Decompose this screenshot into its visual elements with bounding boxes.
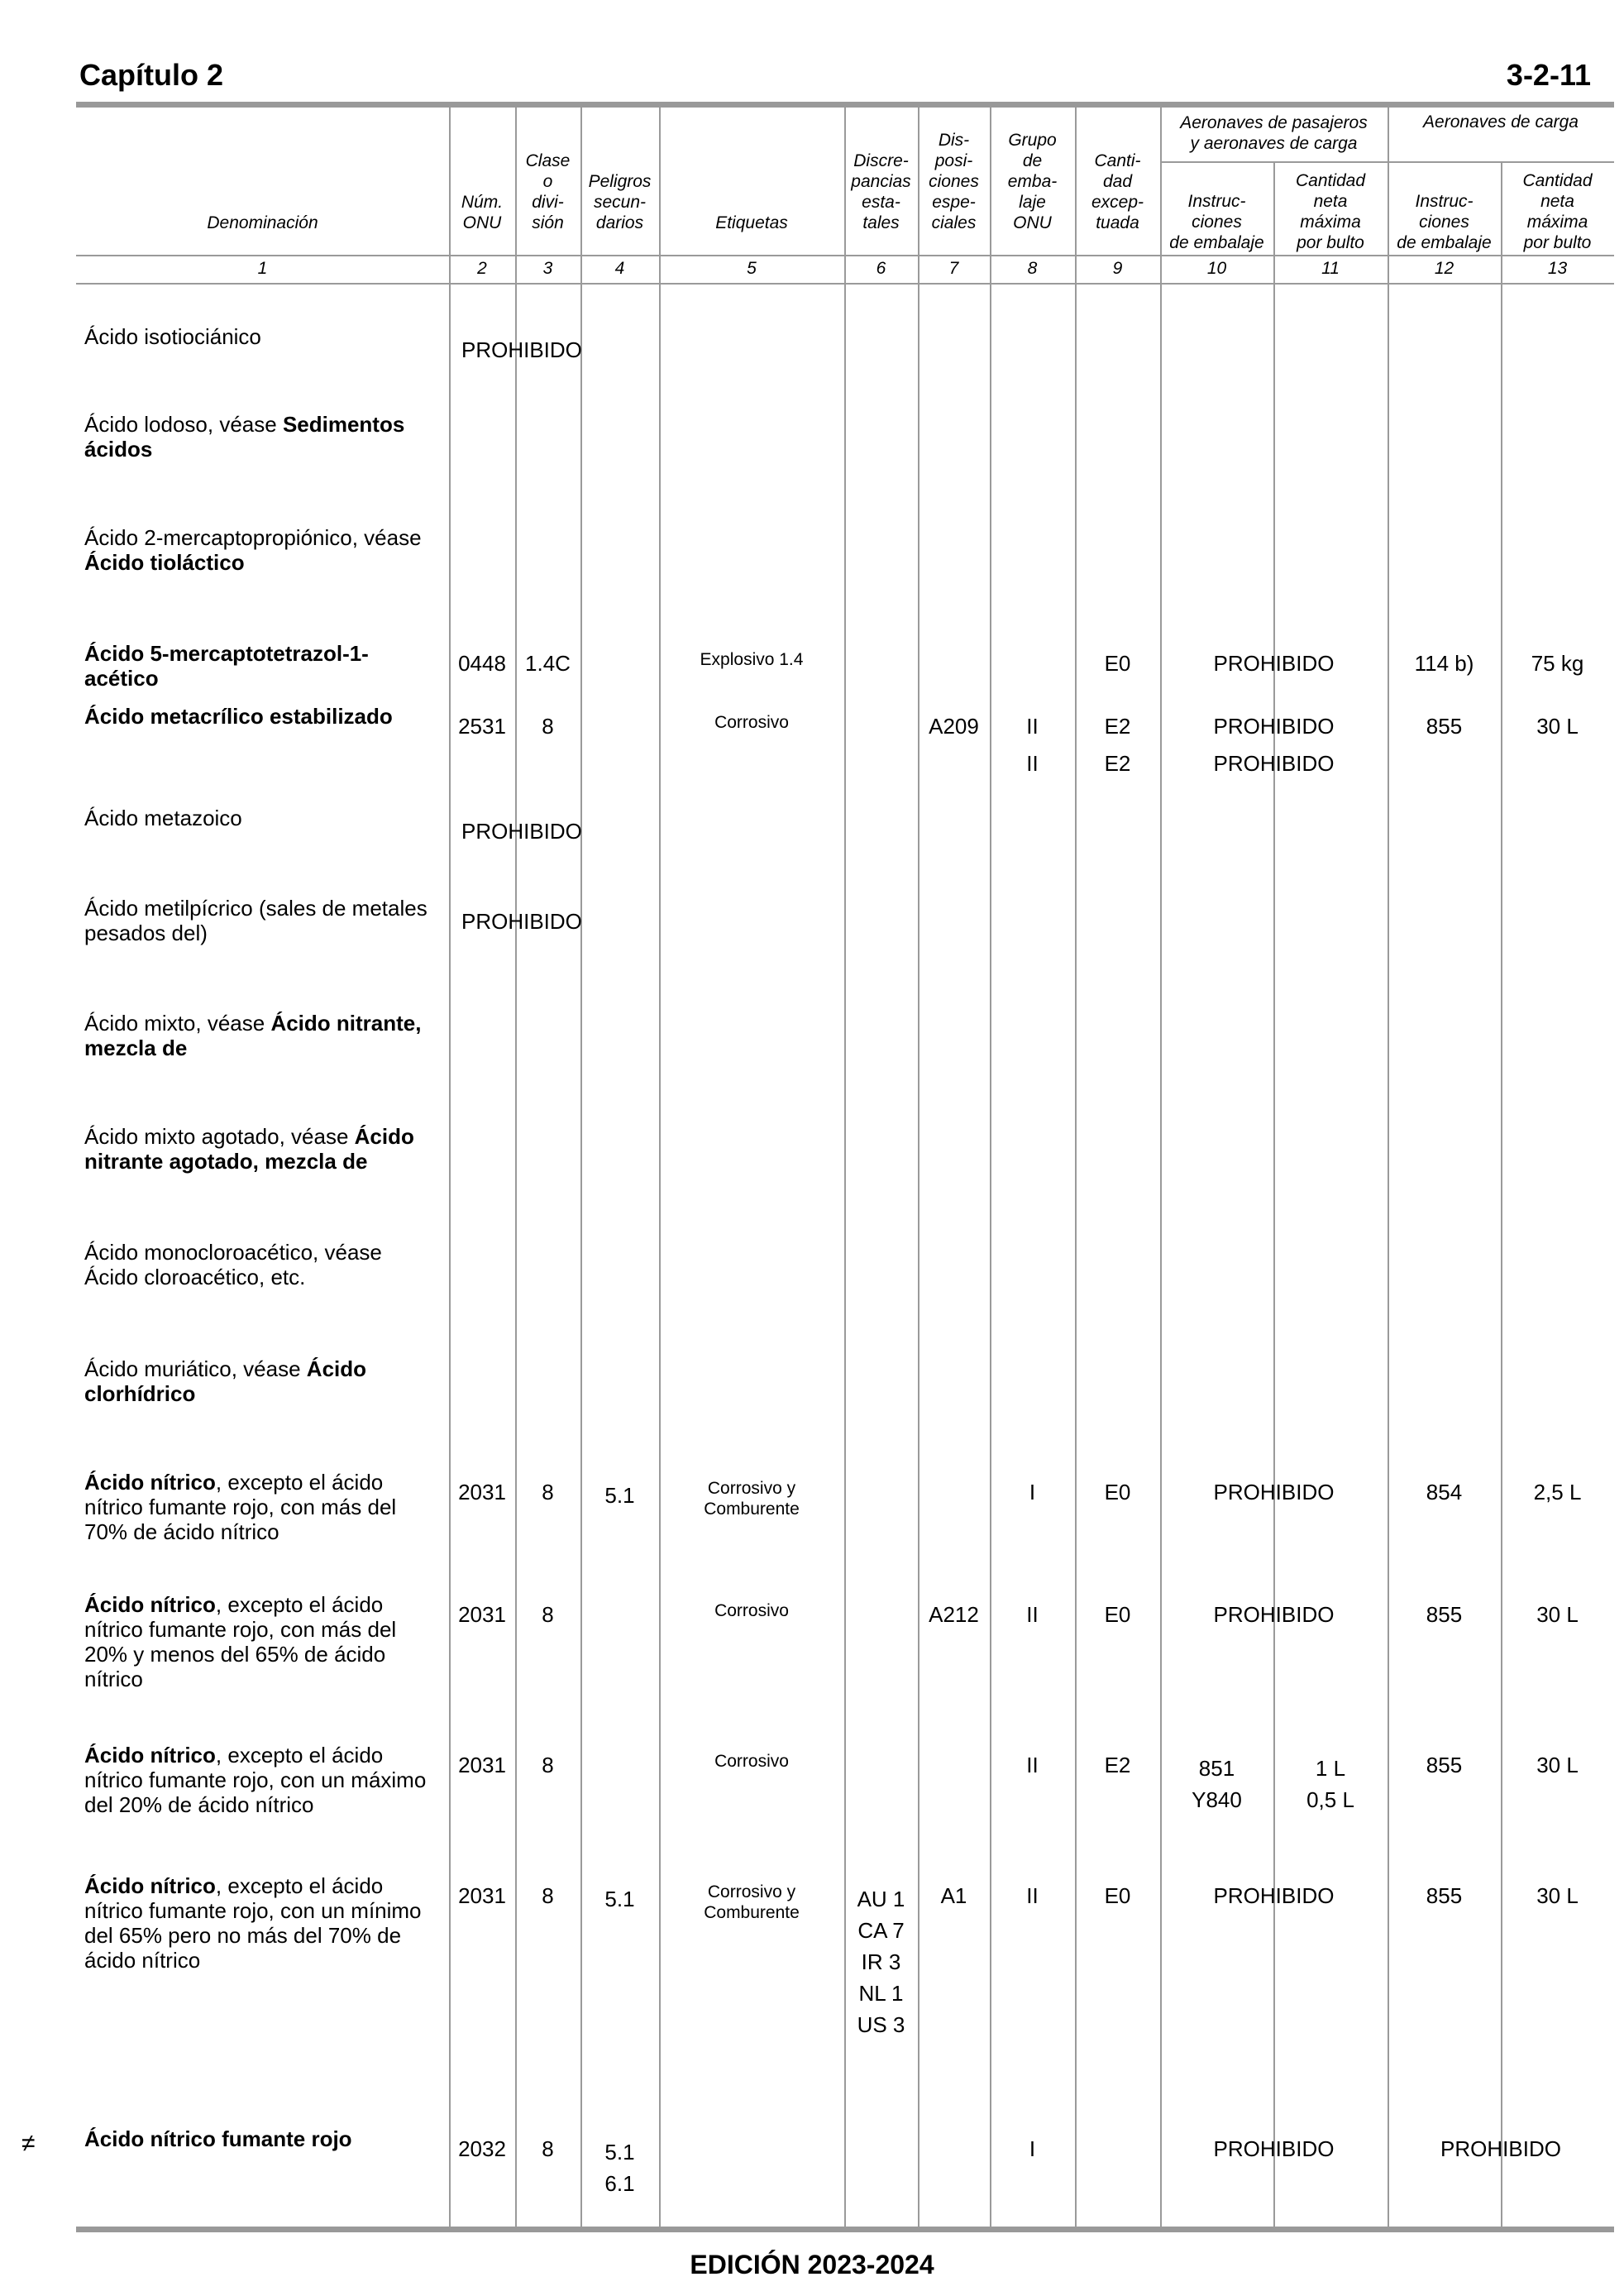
column-number: 12 bbox=[1434, 259, 1454, 278]
row-prohibido: PROHIBIDO bbox=[461, 819, 582, 844]
row-denominacion: Ácido nítrico, excepto el ácido nítrico fumante rojo, con un máximo del 20% de ácido nítrico bbox=[84, 1743, 427, 1817]
column-divider bbox=[515, 108, 517, 2227]
row-denominacion: Ácido nítrico, excepto el ácido nítrico fumante rojo, con más del 70% de ácido nítrico bbox=[84, 1470, 397, 1544]
row-etiquetas: Corrosivo bbox=[714, 713, 789, 732]
row-grupo: II bbox=[1026, 1602, 1039, 1627]
row-carga-cantidad: 30 L bbox=[1536, 1883, 1579, 1908]
column-number: 5 bbox=[747, 259, 757, 278]
row-onu: 2531 bbox=[458, 714, 506, 739]
column-header-10: Instruc- ciones de embalaje bbox=[1169, 192, 1264, 252]
row-clase: 8 bbox=[542, 1480, 554, 1504]
row-denominacion: Ácido metazoico bbox=[84, 806, 242, 830]
row-pasajeros-prohibido: PROHIBIDO bbox=[1213, 714, 1335, 739]
column-divider bbox=[1160, 108, 1162, 2227]
row-cantidad-exceptuada: E0 bbox=[1104, 1883, 1131, 1908]
row-cantidad-exceptuada: E2 bbox=[1104, 714, 1131, 739]
row-denominacion: Ácido metilpícrico (sales de metales pesados del) bbox=[84, 896, 427, 945]
row-cantidad-exceptuada: E0 bbox=[1104, 1602, 1131, 1627]
page-number: 3-2-11 bbox=[1506, 58, 1591, 92]
column-divider bbox=[1388, 108, 1389, 2227]
row-pasajeros-cantidad: 1 L 0,5 L bbox=[1306, 1756, 1354, 1812]
row-denominacion: Ácido 5-mercaptotetrazol-1-acético bbox=[84, 641, 369, 691]
column-number: 8 bbox=[1027, 259, 1038, 278]
column-number: 4 bbox=[614, 259, 625, 278]
column-header-11: Cantidad neta máxima por bulto bbox=[1295, 171, 1366, 252]
change-mark: ≠ bbox=[21, 2130, 36, 2157]
row-carga-prohibido: PROHIBIDO bbox=[1440, 2136, 1561, 2161]
row-carga-instrucciones: 855 bbox=[1426, 1883, 1463, 1908]
column-header-13: Cantidad neta máxima por bulto bbox=[1522, 171, 1593, 252]
column-number: 2 bbox=[477, 259, 487, 278]
row-etiquetas: Explosivo 1.4 bbox=[700, 650, 804, 669]
row-grupo: II bbox=[1026, 1753, 1039, 1777]
group-divider bbox=[1160, 161, 1614, 163]
row-pasajeros-prohibido-2: PROHIBIDO bbox=[1213, 751, 1335, 776]
column-header-4: Peligros secun- darios bbox=[588, 172, 652, 232]
column-number: 1 bbox=[257, 259, 268, 278]
row-carga-cantidad: 30 L bbox=[1536, 1602, 1579, 1627]
row-carga-cantidad: 2,5 L bbox=[1533, 1480, 1582, 1504]
column-header-2: Núm. ONU bbox=[461, 193, 504, 232]
row-onu: 0448 bbox=[458, 651, 506, 676]
row-carga-instrucciones: 854 bbox=[1426, 1480, 1463, 1504]
row-carga-instrucciones: 855 bbox=[1426, 1602, 1463, 1627]
column-number: 3 bbox=[542, 259, 553, 278]
column-number: 11 bbox=[1321, 259, 1340, 278]
column-divider bbox=[990, 108, 991, 2227]
row-peligros-secundarios: 5.1 6.1 bbox=[604, 2140, 635, 2196]
row-clase: 8 bbox=[542, 2136, 554, 2161]
row-cantidad-exceptuada-2: E2 bbox=[1104, 751, 1131, 776]
column-header-3: Clase o divi- sión bbox=[525, 151, 571, 232]
header-bottom-line bbox=[76, 255, 1614, 256]
row-onu: 2032 bbox=[458, 2136, 506, 2161]
row-discrepancias: AU 1 CA 7 IR 3 NL 1 US 3 bbox=[857, 1887, 905, 2037]
edition-footer: EDICIÓN 2023-2024 bbox=[690, 2250, 934, 2279]
column-header-6: Discre- pancias esta- tales bbox=[851, 151, 911, 232]
top-rule bbox=[76, 102, 1614, 108]
row-denominacion: Ácido lodoso, véase Sedimentos ácidos bbox=[84, 412, 405, 462]
chapter-title: Capítulo 2 bbox=[79, 58, 224, 92]
row-grupo: I bbox=[1029, 2136, 1036, 2161]
row-onu: 2031 bbox=[458, 1883, 506, 1908]
row-carga-instrucciones: 855 bbox=[1426, 1753, 1463, 1777]
group-header-passenger: Aeronaves de pasajeros y aeronaves de carga bbox=[1180, 113, 1368, 153]
row-carga-instrucciones: 114 b) bbox=[1414, 651, 1474, 676]
row-denominacion: Ácido monocloroacético, véase Ácido cloroacético, etc. bbox=[84, 1240, 382, 1289]
row-pasajeros-prohibido: PROHIBIDO bbox=[1213, 651, 1335, 676]
row-cantidad-exceptuada: E2 bbox=[1104, 1753, 1131, 1777]
bottom-rule bbox=[76, 2227, 1614, 2232]
column-header-1: Denominación bbox=[207, 213, 318, 232]
column-divider bbox=[918, 108, 919, 2227]
column-divider bbox=[449, 108, 451, 2227]
row-clase: 8 bbox=[542, 1753, 554, 1777]
row-carga-cantidad: 30 L bbox=[1536, 1753, 1579, 1777]
row-pasajeros-prohibido: PROHIBIDO bbox=[1213, 1480, 1335, 1504]
row-denominacion: Ácido nítrico, excepto el ácido nítrico fumante rojo, con un mínimo del 65% pero no más del 70% de ácido nítrico bbox=[84, 1873, 422, 1973]
row-grupo-2: II bbox=[1026, 751, 1039, 776]
row-pasajeros-prohibido: PROHIBIDO bbox=[1213, 2136, 1335, 2161]
row-disposiciones: A1 bbox=[940, 1883, 967, 1908]
column-divider bbox=[1075, 108, 1077, 2227]
row-onu: 2031 bbox=[458, 1602, 506, 1627]
row-denominacion: Ácido mixto, véase Ácido nitrante, mezcla de bbox=[84, 1011, 422, 1060]
row-pasajeros-prohibido: PROHIBIDO bbox=[1213, 1602, 1335, 1627]
row-disposiciones: A209 bbox=[929, 714, 979, 739]
row-cantidad-exceptuada: E0 bbox=[1104, 651, 1131, 676]
row-denominacion: Ácido isotiociánico bbox=[84, 324, 261, 349]
column-number: 6 bbox=[876, 259, 886, 278]
column-divider bbox=[1273, 161, 1275, 2227]
row-disposiciones: A212 bbox=[929, 1602, 979, 1627]
row-denominacion: Ácido nítrico, excepto el ácido nítrico fumante rojo, con más del 20% y menos del 65% de ácido nítrico bbox=[84, 1592, 397, 1691]
row-etiquetas: Corrosivo bbox=[714, 1601, 789, 1620]
row-prohibido: PROHIBIDO bbox=[461, 909, 582, 934]
row-denominacion: Ácido metacrílico estabilizado bbox=[84, 704, 393, 729]
row-grupo: II bbox=[1026, 714, 1039, 739]
row-etiquetas: Corrosivo bbox=[714, 1752, 789, 1771]
row-clase: 8 bbox=[542, 1602, 554, 1627]
row-clase: 1.4C bbox=[525, 651, 571, 676]
row-peligros-secundarios: 5.1 bbox=[604, 1887, 635, 1911]
row-carga-cantidad: 75 kg bbox=[1531, 651, 1584, 676]
row-pasajeros-instrucciones: 851 Y840 bbox=[1192, 1756, 1242, 1812]
row-grupo: II bbox=[1026, 1883, 1039, 1908]
row-onu: 2031 bbox=[458, 1753, 506, 1777]
column-header-12: Instruc- ciones de embalaje bbox=[1397, 192, 1492, 252]
column-number: 13 bbox=[1547, 259, 1568, 278]
row-etiquetas: Corrosivo y Comburente bbox=[704, 1479, 800, 1519]
row-grupo: I bbox=[1029, 1480, 1036, 1504]
column-header-5: Etiquetas bbox=[715, 213, 788, 232]
row-peligros-secundarios: 5.1 bbox=[604, 1483, 635, 1508]
row-etiquetas: Corrosivo y Comburente bbox=[704, 1882, 800, 1922]
row-denominacion: Ácido mixto agotado, véase Ácido nitrante agotado, mezcla de bbox=[84, 1124, 414, 1174]
column-number: 9 bbox=[1112, 259, 1123, 278]
column-header-7: Dis- posi- ciones espe- ciales bbox=[929, 131, 979, 232]
row-denominacion: Ácido 2-mercaptopropiónico, véase Ácido tioláctico bbox=[84, 525, 422, 575]
column-number: 10 bbox=[1206, 259, 1227, 278]
column-divider bbox=[1501, 161, 1502, 2227]
row-denominacion: Ácido nítrico fumante rojo bbox=[84, 2126, 352, 2151]
column-header-8: Grupo de emba- laje ONU bbox=[1007, 131, 1058, 232]
row-pasajeros-prohibido: PROHIBIDO bbox=[1213, 1883, 1335, 1908]
row-prohibido: PROHIBIDO bbox=[461, 337, 582, 362]
row-clase: 8 bbox=[542, 714, 554, 739]
row-denominacion: Ácido muriático, véase Ácido clorhídrico bbox=[84, 1356, 367, 1406]
column-number: 7 bbox=[948, 259, 959, 278]
row-clase: 8 bbox=[542, 1883, 554, 1908]
group-header-cargo: Aeronaves de carga bbox=[1423, 112, 1579, 132]
row-carga-cantidad: 30 L bbox=[1536, 714, 1579, 739]
row-cantidad-exceptuada: E0 bbox=[1104, 1480, 1131, 1504]
row-carga-instrucciones: 855 bbox=[1426, 714, 1463, 739]
number-row-line bbox=[76, 283, 1614, 285]
row-onu: 2031 bbox=[458, 1480, 506, 1504]
column-header-9: Canti- dad excep- tuada bbox=[1091, 151, 1144, 232]
